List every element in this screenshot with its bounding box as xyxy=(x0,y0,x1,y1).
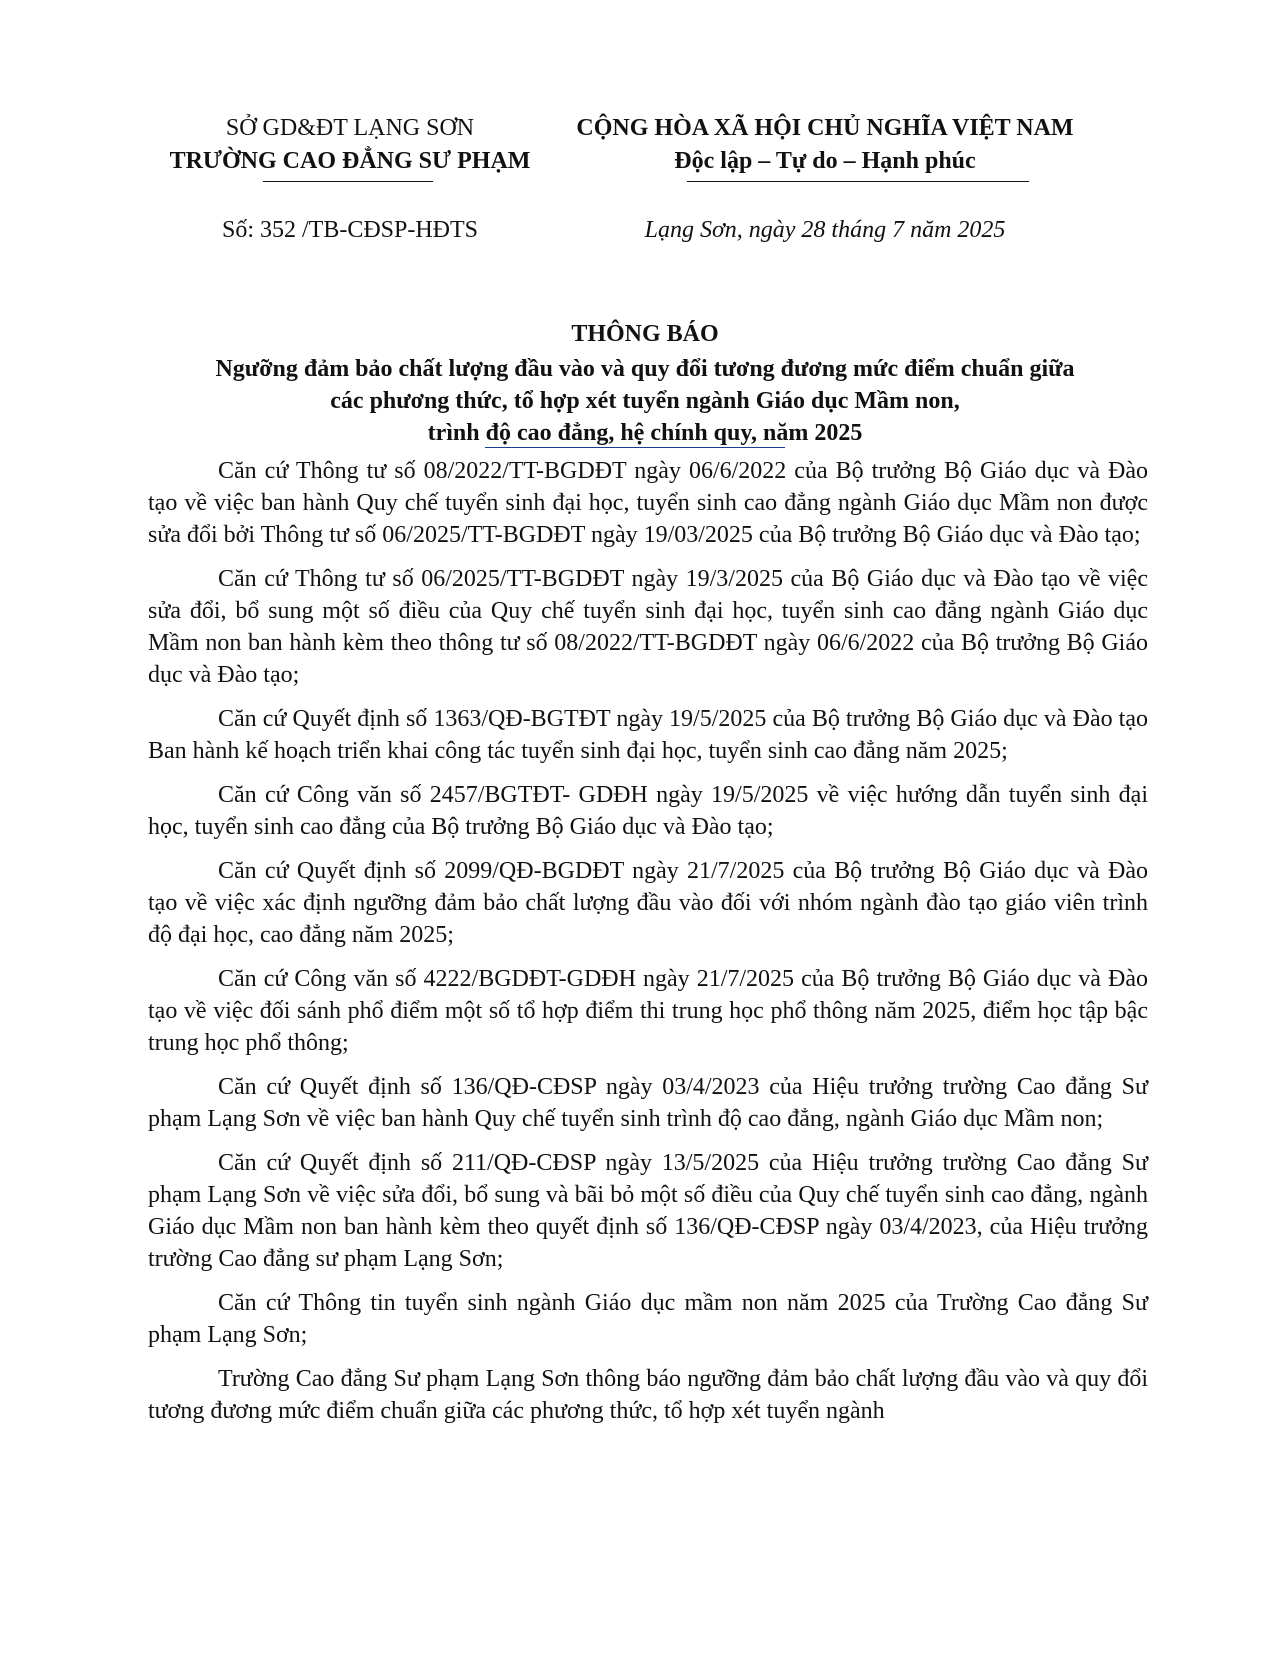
document-body xyxy=(148,455,1148,1439)
paragraph: Căn cứ Thông tư số 08/2022/TT-BGDĐT ngày 06/6/2022 của Bộ trưởng Bộ Giáo dục và Đào tạo về việc ban hành Quy chế tuyển sinh đại học, tuyển sinh cao đẳng ngành Giáo dục Mầm non được sửa đổi bởi Thông tư số 06/2025/TT-BGDĐT ngày 19/03/2025 của Bộ trưởng Bộ Giáo dục và Đào tạo; xyxy=(148,458,1148,548)
document-title-block xyxy=(150,318,1140,449)
paragraph: Căn cứ Thông tư số 06/2025/TT-BGDĐT ngày 19/3/2025 của Bộ Giáo dục và Đào tạo về việc sửa đổi, bổ sung một số điều của Quy chế tuyển sinh đại học, tuyển sinh cao đẳng ngành Giáo dục Mầm non ban hành kèm theo thông tư số 08/2022/TT-BGDĐT ngày 06/6/2022 của Bộ trưởng Bộ Giáo dục và Đào tạo; xyxy=(148,566,1148,688)
title-underline xyxy=(485,447,785,448)
paragraph: Căn cứ Công văn số 2457/BGTĐT- GDĐH ngày 19/5/2025 về việc hướng dẫn tuyển sinh đại học, tuyển sinh cao đẳng của Bộ trưởng Bộ Giáo dục và Đào tạo; xyxy=(148,782,1148,840)
title-line-3: trình độ cao đẳng, hệ chính quy, năm 2025 xyxy=(427,420,863,446)
paragraph: Căn cứ Công văn số 4222/BGDĐT-GDĐH ngày 21/7/2025 của Bộ trưởng Bộ Giáo dục và Đào tạo về việc đối sánh phổ điểm một số tổ hợp điểm thi trung học phổ thông năm 2025, điểm học tập bậc trung học phổ thông; xyxy=(148,966,1148,1056)
agency-name: SỞ GD&ĐT LẠNG SƠN xyxy=(225,115,475,141)
paragraph: Căn cứ Quyết định số 136/QĐ-CĐSP ngày 03/4/2023 của Hiệu trưởng trường Cao đẳng Sư phạm Lạng Sơn về việc ban hành Quy chế tuyển sinh trình độ cao đẳng, ngành Giáo dục Mầm non; xyxy=(148,1074,1148,1132)
national-motto: Độc lập – Tự do – Hạnh phúc xyxy=(674,148,976,174)
document-number: Số: 352 /TB-CĐSP-HĐTS xyxy=(221,217,479,243)
paragraph: Căn cứ Thông tin tuyển sinh ngành Giáo dục mầm non năm 2025 của Trường Cao đẳng Sư phạm Lạng Sơn; xyxy=(148,1290,1148,1348)
school-name: TRƯỜNG CAO ĐẲNG SƯ PHẠM xyxy=(169,148,531,174)
paragraph: Căn cứ Quyết định số 1363/QĐ-BGTĐT ngày 19/5/2025 của Bộ trưởng Bộ Giáo dục và Đào tạo Ban hành kế hoạch triển khai công tác tuyển sinh đại học, tuyển sinh cao đẳng năm 2025; xyxy=(148,706,1148,764)
document-header xyxy=(0,112,1280,252)
national-title-block xyxy=(555,112,1095,178)
place-and-date: Lạng Sơn, ngày 28 tháng 7 năm 2025 xyxy=(644,217,1006,243)
republic-name: CỘNG HÒA XÃ HỘI CHỦ NGHĨA VIỆT NAM xyxy=(576,115,1074,141)
paragraph: Trường Cao đẳng Sư phạm Lạng Sơn thông báo ngưỡng đảm bảo chất lượng đầu vào và quy đổi tương đương mức điểm chuẩn giữa các phương thức, tổ hợp xét tuyển ngành xyxy=(148,1366,1148,1424)
document-type: THÔNG BÁO xyxy=(571,321,719,347)
title-line-1: Ngưỡng đảm bảo chất lượng đầu vào và quy đổi tương đương mức điểm chuẩn giữa xyxy=(215,356,1075,382)
motto-underline xyxy=(687,181,1029,182)
school-underline xyxy=(263,181,433,182)
paragraph: Căn cứ Quyết định số 2099/QĐ-BGDĐT ngày 21/7/2025 của Bộ trưởng Bộ Giáo dục và Đào tạo về việc xác định ngưỡng đảm bảo chất lượng đầu vào đối với nhóm ngành đào tạo giáo viên trình độ đại học, cao đẳng năm 2025; xyxy=(148,858,1148,948)
paragraph: Căn cứ Quyết định số 211/QĐ-CĐSP ngày 13/5/2025 của Hiệu trưởng trường Cao đẳng Sư phạm Lạng Sơn về việc sửa đổi, bổ sung và bãi bỏ một số điều của Quy chế tuyển sinh cao đẳng, ngành Giáo dục Mầm non ban hành kèm theo quyết định số 136/QĐ-CĐSP ngày 03/4/2023, của Hiệu trưởng trường Cao đẳng sư phạm Lạng Sơn; xyxy=(148,1150,1148,1272)
issuing-agency-block xyxy=(150,112,550,178)
title-line-2: các phương thức, tổ hợp xét tuyển ngành Giáo dục Mầm non, xyxy=(330,388,960,414)
